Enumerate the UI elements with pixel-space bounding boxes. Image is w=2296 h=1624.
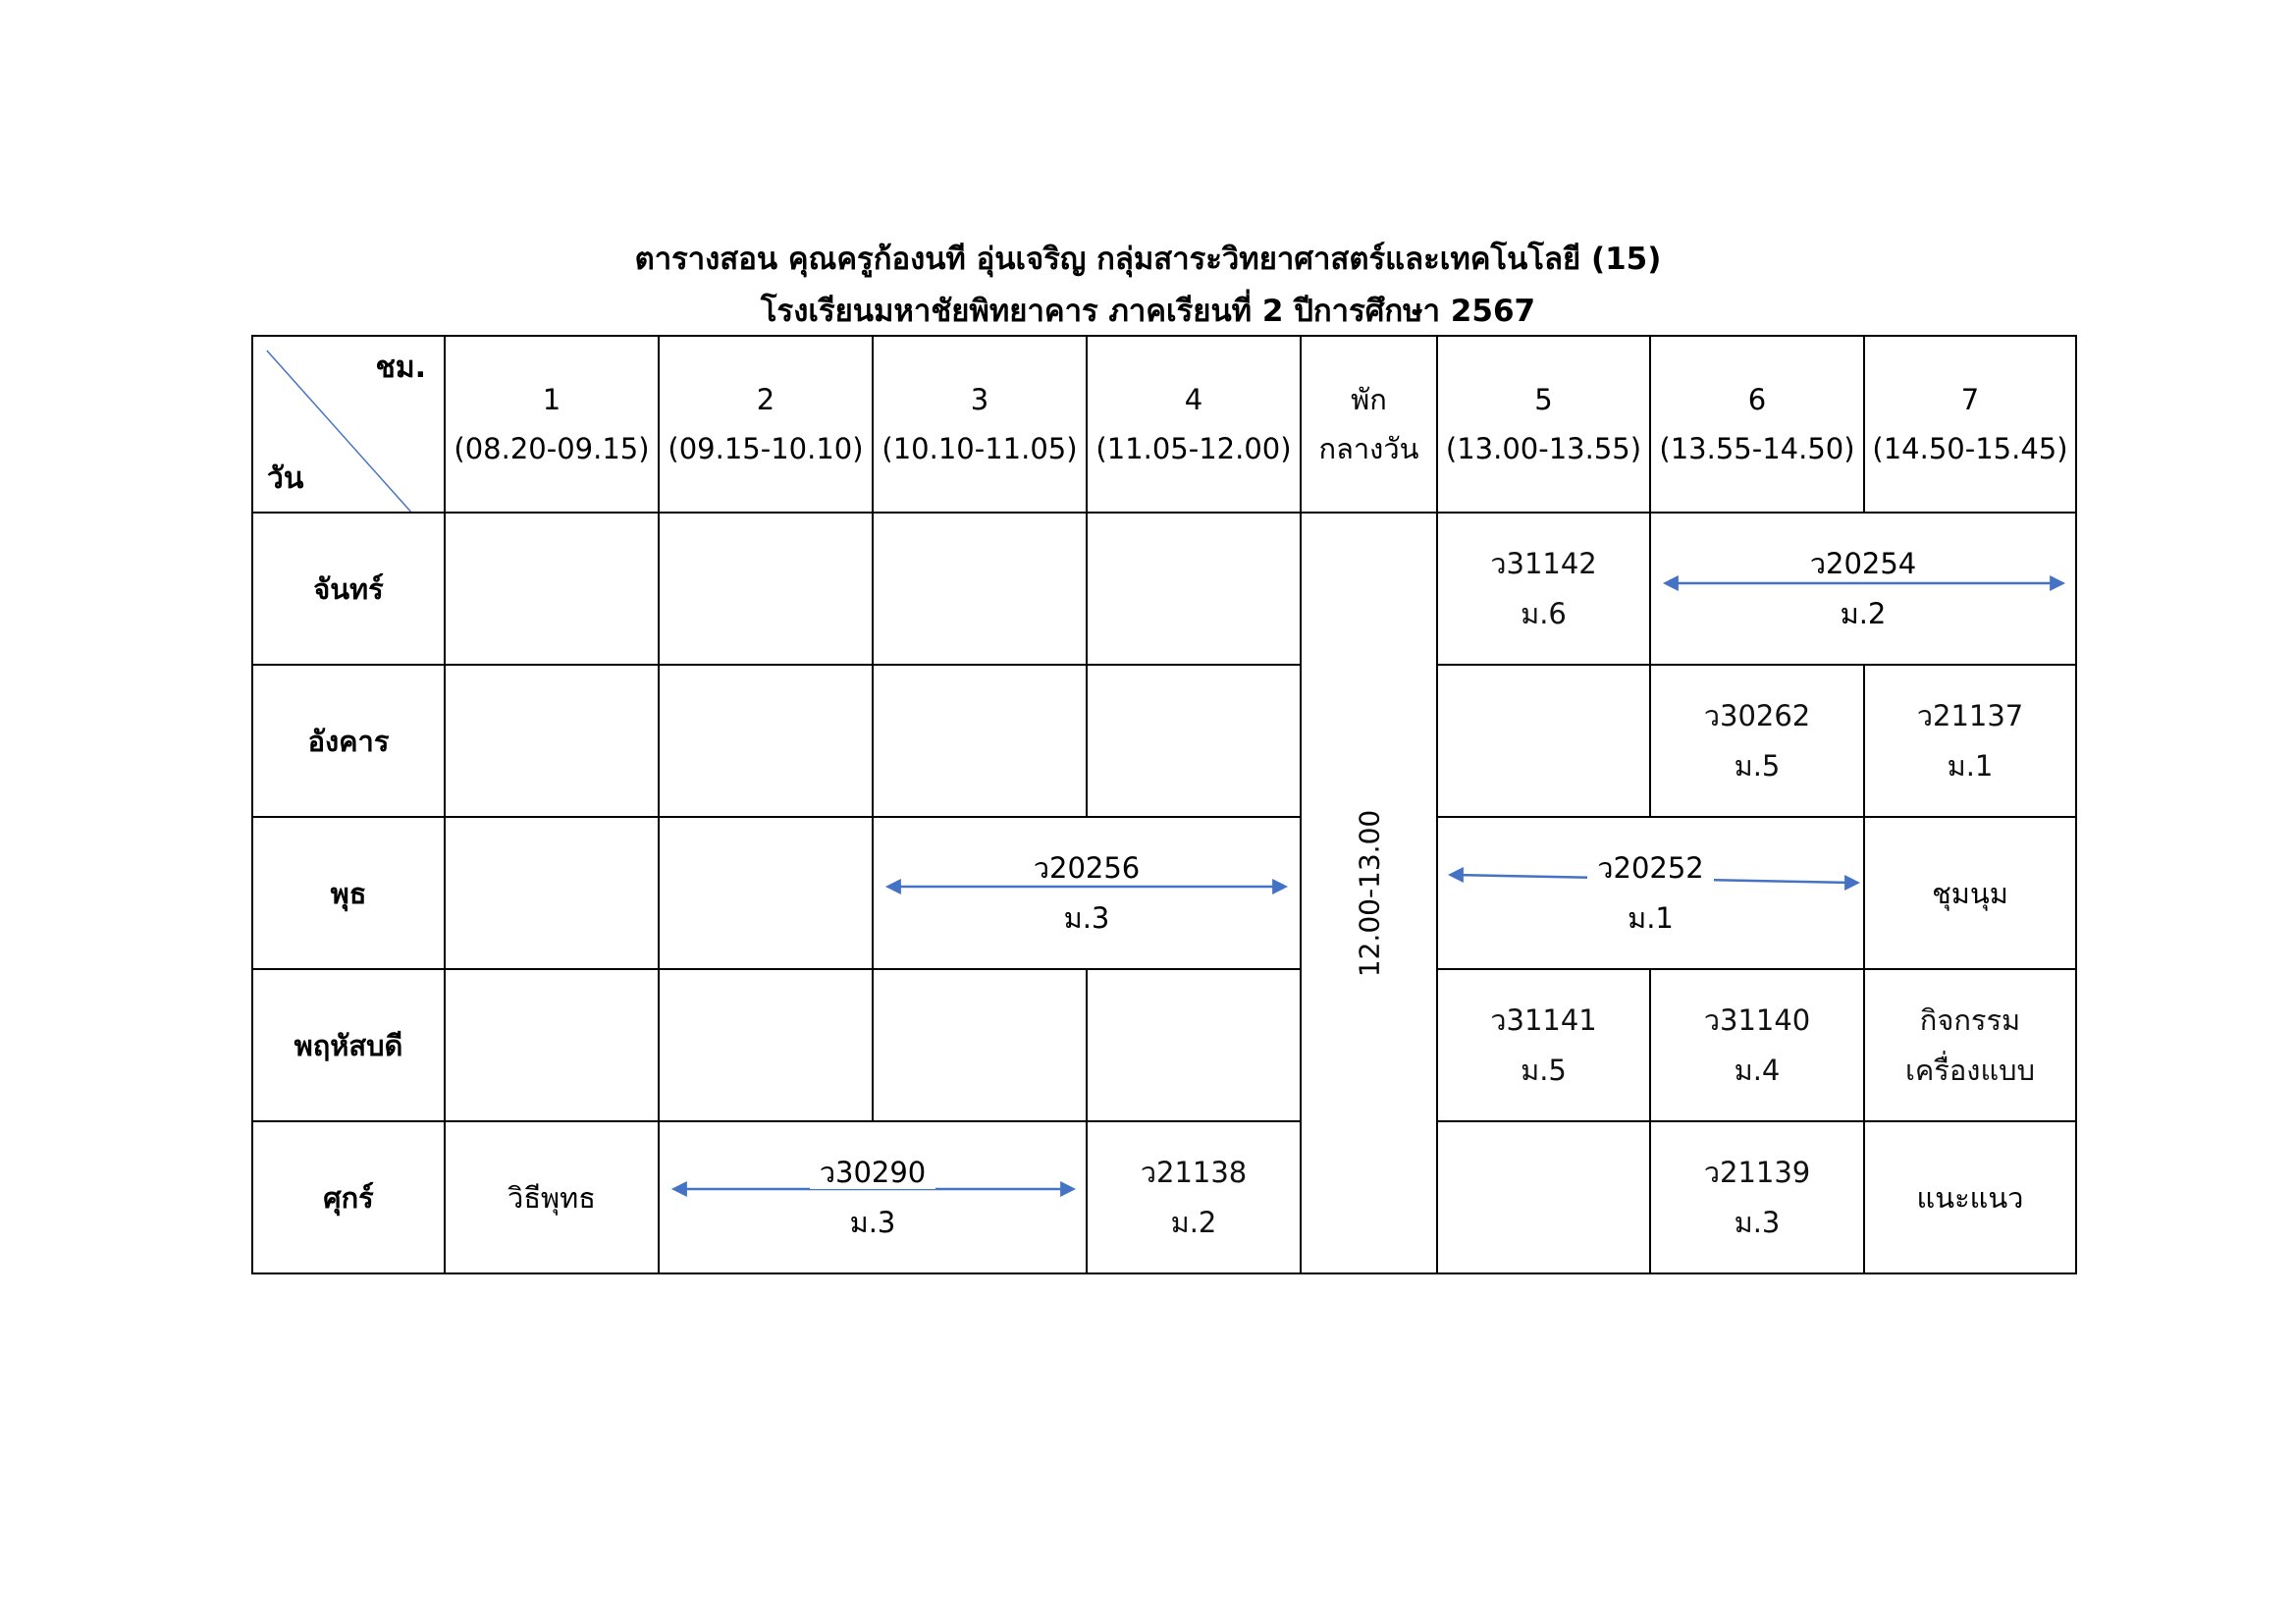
period-number: 3 xyxy=(970,383,989,416)
slot-cell xyxy=(659,665,873,817)
slot-cell xyxy=(659,969,873,1121)
grade-level: ม.3 xyxy=(849,1205,896,1239)
slot-cell xyxy=(1087,513,1301,665)
course-code: ว30290 xyxy=(810,1156,936,1189)
day-label: จันทร์ xyxy=(252,513,445,665)
day-label: พฤหัสบดี xyxy=(252,969,445,1121)
course-code: ว31141 xyxy=(1490,1002,1597,1037)
grade-level: ม.2 xyxy=(1840,596,1887,630)
slot-cell xyxy=(445,817,659,969)
page-title: ตารางสอน คุณครูก้องนที อุ่นเจริญ กลุ่มสาระวิทยาศาสตร์และเทคโนโลยี (15) xyxy=(634,242,1662,277)
class-cell-span xyxy=(1650,513,2076,665)
period-header-6 xyxy=(1650,336,1864,513)
lunch-header xyxy=(1301,336,1437,513)
period-time: (09.15-10.10) xyxy=(667,432,864,465)
period-header-5 xyxy=(1437,336,1650,513)
course-code: ว20256 xyxy=(1024,851,1150,885)
course-code: ว21139 xyxy=(1703,1155,1811,1189)
corner-cell xyxy=(252,336,445,513)
day-row-wednesday xyxy=(252,817,2076,969)
class-cell xyxy=(1650,969,1864,1121)
class-cell-span xyxy=(873,817,1301,969)
class-cell-span xyxy=(659,1121,1087,1273)
course-code: ว20254 xyxy=(1800,547,1927,580)
class-cell xyxy=(1087,1121,1301,1273)
slot-cell xyxy=(659,513,873,665)
corner-day-label: วัน xyxy=(267,461,304,496)
grade-level: ม.5 xyxy=(1521,1053,1567,1087)
course-code: ว31142 xyxy=(1490,546,1597,580)
period-header-2 xyxy=(659,336,873,513)
course-code: ว30262 xyxy=(1703,698,1811,732)
activity-line-2: เครื่องแบบ xyxy=(1905,1053,2035,1087)
period-number: 1 xyxy=(542,383,561,416)
class-cell xyxy=(1650,665,1864,817)
lunch-time-label: 12.00-13.00 xyxy=(1353,809,1385,977)
grade-level: ม.1 xyxy=(1947,748,1994,783)
day-label: ศุกร์ xyxy=(252,1121,445,1273)
activity-line-1: กิจกรรม xyxy=(1919,1002,2021,1037)
period-header-3 xyxy=(873,336,1087,513)
period-time: (08.20-09.15) xyxy=(454,432,650,465)
period-number: 6 xyxy=(1747,383,1767,416)
lunch-label-2: กลางวัน xyxy=(1318,432,1419,465)
slot-cell xyxy=(1087,969,1301,1121)
class-cell-span xyxy=(1437,817,1864,969)
class-cell xyxy=(1437,513,1650,665)
course-code: ว20252 xyxy=(1587,851,1714,885)
period-time: (11.05-12.00) xyxy=(1095,432,1292,465)
grade-level: ม.6 xyxy=(1521,596,1567,630)
course-code: ว21138 xyxy=(1140,1155,1248,1189)
slot-cell xyxy=(873,665,1087,817)
day-row-tuesday xyxy=(252,665,2076,817)
day-row-thursday xyxy=(252,969,2076,1121)
class-cell xyxy=(1650,1121,1864,1273)
course-code: ว21137 xyxy=(1916,698,2024,732)
period-number: 7 xyxy=(1960,383,1980,416)
class-cell: แนะแนว xyxy=(1864,1121,2076,1273)
grade-level: ม.5 xyxy=(1734,748,1781,783)
class-cell xyxy=(1437,969,1650,1121)
class-cell: ชุมนุม xyxy=(1864,817,2076,969)
day-label: อังคาร xyxy=(252,665,445,817)
slot-cell xyxy=(659,817,873,969)
slot-cell xyxy=(873,513,1087,665)
slot-cell xyxy=(445,665,659,817)
slot-cell xyxy=(1087,665,1301,817)
period-header-1 xyxy=(445,336,659,513)
slot-cell xyxy=(1437,1121,1650,1273)
slot-cell xyxy=(445,513,659,665)
period-number: 5 xyxy=(1534,383,1553,416)
grade-level: ม.4 xyxy=(1734,1053,1781,1087)
day-label: พุธ xyxy=(252,817,445,969)
period-header-7 xyxy=(1864,336,2076,513)
course-code: ว31140 xyxy=(1703,1002,1811,1037)
class-cell: วิธีพุทธ xyxy=(445,1121,659,1273)
grade-level: ม.2 xyxy=(1170,1205,1217,1239)
grade-level: ม.3 xyxy=(1734,1205,1781,1239)
slot-cell xyxy=(1437,665,1650,817)
day-row-friday xyxy=(252,1121,2076,1273)
corner-period-label: ชม. xyxy=(375,351,426,385)
period-number: 2 xyxy=(756,383,775,416)
slot-cell xyxy=(445,969,659,1121)
class-cell xyxy=(1864,969,2076,1121)
page-subtitle: โรงเรียนมหาชัยพิทยาคาร ภาคเรียนที่ 2 ปีการศึกษา 2567 xyxy=(760,294,1536,329)
lunch-break-column xyxy=(1301,513,1437,1273)
grade-level: ม.1 xyxy=(1628,900,1674,935)
period-time: (13.00-13.55) xyxy=(1445,432,1642,465)
period-header-4 xyxy=(1087,336,1301,513)
class-cell xyxy=(1864,665,2076,817)
day-row-monday xyxy=(252,513,2076,665)
grade-level: ม.3 xyxy=(1063,900,1110,935)
lunch-label-1: พัก xyxy=(1351,383,1387,416)
period-time: (10.10-11.05) xyxy=(881,432,1078,465)
timetable xyxy=(251,335,2077,1274)
slot-cell xyxy=(873,969,1087,1121)
header-row xyxy=(252,336,2076,513)
period-number: 4 xyxy=(1184,383,1203,416)
period-time: (14.50-15.45) xyxy=(1872,432,2068,465)
period-time: (13.55-14.50) xyxy=(1659,432,1855,465)
